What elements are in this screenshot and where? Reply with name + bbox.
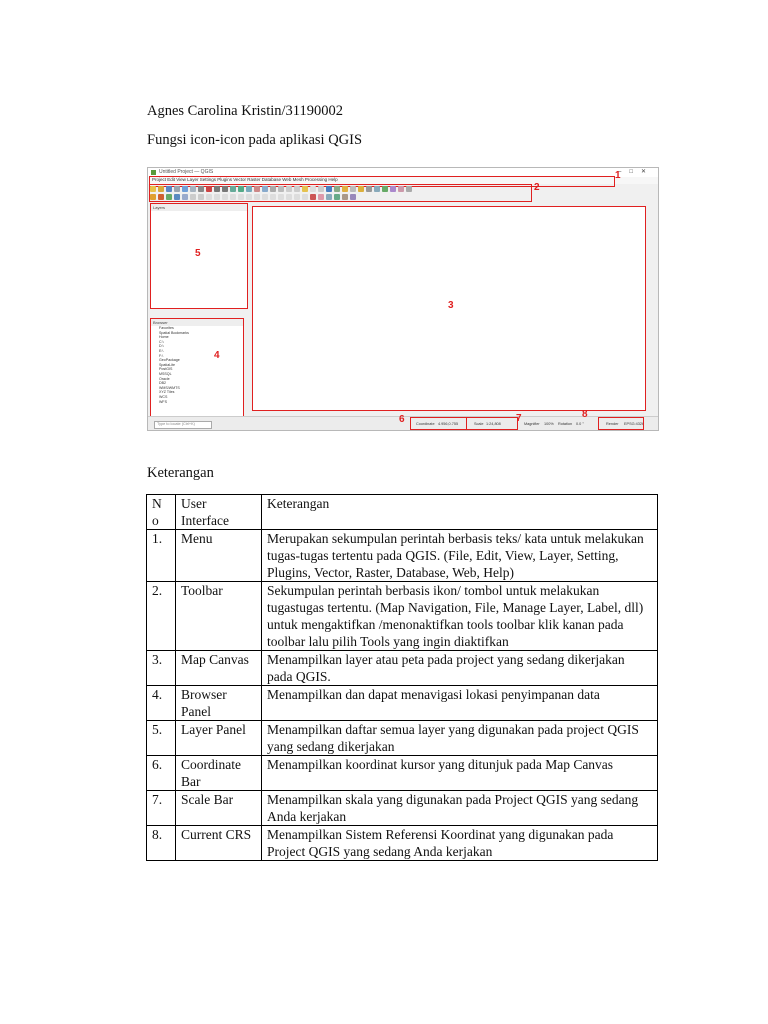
row-ui-name: Toolbar (176, 582, 262, 651)
row-ui-name: Coordinate Bar (176, 756, 262, 791)
label-menu: 1 (615, 170, 621, 181)
row-number: 5. (147, 721, 176, 756)
table-row (147, 721, 658, 756)
row-number: 7. (147, 791, 176, 826)
scale-label: Scale (474, 422, 484, 426)
row-ui-name: Current CRS (176, 826, 262, 861)
browser-item: GeoPackage (159, 358, 180, 363)
table-row (147, 530, 658, 582)
locator-field (154, 421, 212, 429)
window-controls-icon: –□✕ (618, 169, 654, 175)
table-row (147, 826, 658, 861)
browser-panel-title: Browser (151, 319, 243, 326)
toolbar-highlight-box (149, 184, 532, 202)
qgis-logo-icon (151, 170, 156, 175)
qgis-screenshot (147, 167, 659, 431)
table-row (147, 756, 658, 791)
browser-item: WFS (159, 399, 167, 404)
browser-item: F:\ (159, 353, 164, 358)
document-subtitle: Fungsi icon-icon pada aplikasi QGIS (147, 132, 363, 148)
table-header-row (147, 495, 658, 530)
row-description: Menampilkan Sistem Referensi Koordinat yang digunakan pada Project QGIS yang sedang Anda kerjakan (262, 826, 658, 861)
row-ui-name: Menu (176, 530, 262, 582)
caption-keterangan: Keterangan (147, 465, 214, 481)
rotation-label: Rotation (558, 422, 573, 426)
crs-value: EPSG:4326 (624, 422, 645, 426)
label-browser: 4 (214, 350, 220, 361)
row-ui-name: Layer Panel (176, 721, 262, 756)
header-desc: Keterangan (262, 495, 658, 530)
row-description: Sekumpulan perintah berbasis ikon/ tombol untuk melakukan tugastugas tertentu. (Map Navigation, File, Manage Layer, Label, dll) untuk mengaktifkan /menonaktifkan tools toolbar klik kanan pada toolbar lalu pilih Tools yang ingin diaktifkan (262, 582, 658, 651)
row-ui-name: Scale Bar (176, 791, 262, 826)
browser-item: Oracle (159, 376, 170, 381)
locator-placeholder: Type to locate (Ctrl+K) (157, 422, 195, 426)
crs-highlight-box (598, 417, 644, 430)
render-label: Render (606, 422, 619, 426)
header-no: N o (147, 495, 176, 530)
browser-item: WCS (159, 394, 168, 399)
browser-item: DB2 (159, 381, 166, 386)
browser-item: XYZ Tiles (159, 390, 175, 395)
row-description: Menampilkan layer atau peta pada project yang sedang dikerjakan pada QGIS. (262, 651, 658, 686)
browser-item: E:\ (159, 348, 164, 353)
table-row (147, 791, 658, 826)
browser-item: Favorites (159, 326, 174, 330)
label-scale: 7 (516, 413, 522, 424)
scale-highlight-box (466, 417, 518, 430)
window-title: Untitled Project — QGIS (159, 169, 214, 175)
browser-panel (150, 318, 244, 418)
browser-item: MSSQL (159, 371, 172, 376)
row-number: 1. (147, 530, 176, 582)
row-number: 4. (147, 686, 176, 721)
label-crs: 8 (582, 409, 588, 420)
row-description: Merupakan sekumpulan perintah berbasis teks/ kata untuk melakukan tugas-tugas tertentu pada QGIS. (File, Edit, View, Layer, Setting, Plugins, Vector, Raster, Database, Web, Help) (262, 530, 658, 582)
row-description: Menampilkan koordinat kursor yang ditunjuk pada Map Canvas (262, 756, 658, 791)
browser-item: WMS/WMTS (159, 385, 180, 390)
row-description: Menampilkan dan dapat menavigasi lokasi penyimpanan data (262, 686, 658, 721)
row-number: 3. (147, 651, 176, 686)
browser-item: PostGIS (159, 367, 173, 372)
coordinate-label: Coordinate (416, 422, 435, 426)
coordinate-highlight-box (410, 417, 467, 430)
row-number: 8. (147, 826, 176, 861)
row-number: 6. (147, 756, 176, 791)
scale-value: 1:24,808 (486, 422, 501, 426)
browser-item: SpatiaLite (159, 362, 175, 367)
coordinate-value: 4.956,0.755 (438, 422, 459, 426)
row-ui-name: Browser Panel (176, 686, 262, 721)
browser-item: Home (159, 335, 169, 340)
label-coordinate: 6 (399, 414, 405, 425)
browser-item: Spatial Bookmarks (159, 330, 189, 335)
row-ui-name: Map Canvas (176, 651, 262, 686)
row-description: Menampilkan daftar semua layer yang digunakan pada project QGIS yang sedang dikerjakan (262, 721, 658, 756)
browser-list (151, 326, 243, 404)
menu-bar-text: Project Edit View Layer Settings Plugins Vector Raster Database Web Mesh Processing Help (152, 177, 338, 182)
magnifier-label: Magnifier (524, 422, 540, 426)
browser-item: C:\ (159, 339, 164, 344)
description-table (146, 494, 658, 861)
row-number: 2. (147, 582, 176, 651)
table-row (147, 686, 658, 721)
label-layers: 5 (195, 248, 201, 259)
magnifier-value: 100% (544, 422, 554, 426)
label-toolbar: 2 (534, 182, 540, 193)
layers-panel-title: Layers (151, 204, 247, 211)
table-row (147, 582, 658, 651)
header-ui: User Interface (176, 495, 262, 530)
author-line: Agnes Carolina Kristin/31190002 (147, 103, 343, 119)
row-description: Menampilkan skala yang digunakan pada Project QGIS yang sedang Anda kerjakan (262, 791, 658, 826)
browser-item: D:\ (159, 344, 164, 349)
rotation-value: 0.0 ° (576, 422, 584, 426)
table-row (147, 651, 658, 686)
label-map-canvas: 3 (448, 300, 454, 311)
